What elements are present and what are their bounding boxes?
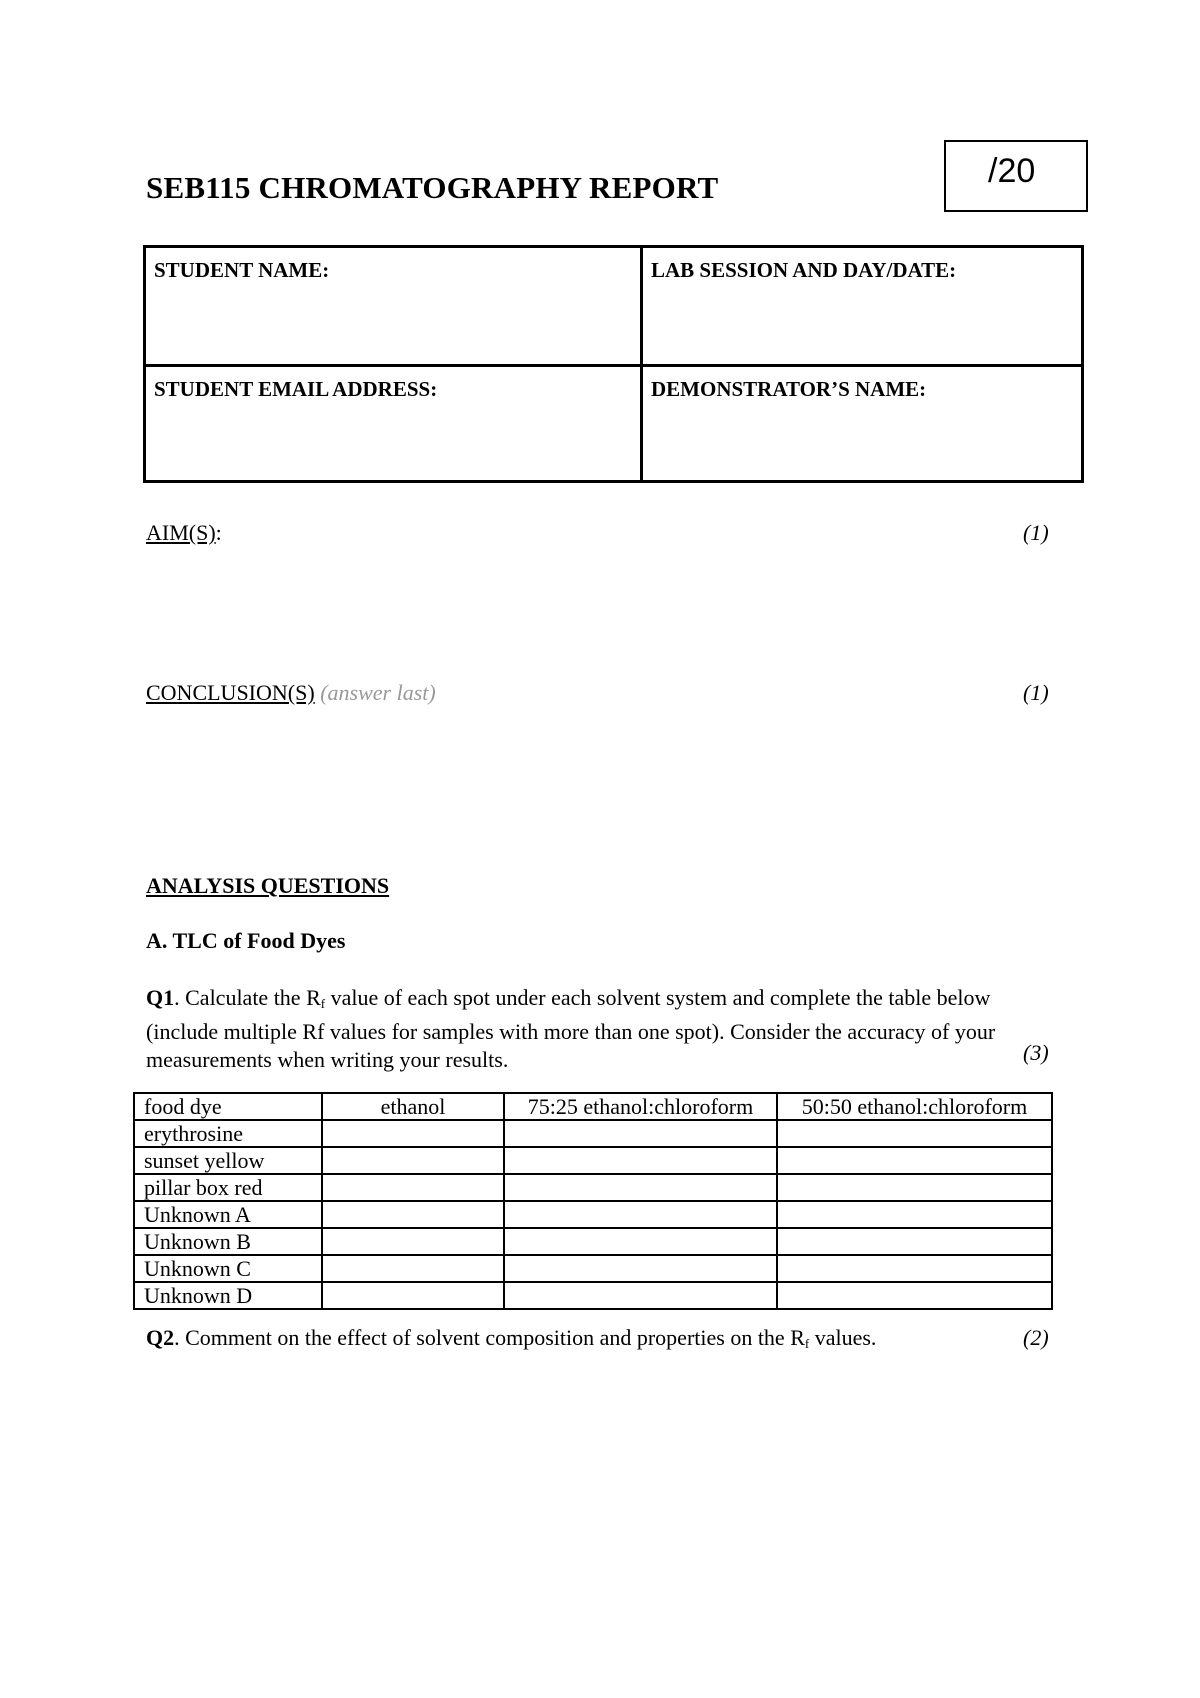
input-cell[interactable]	[777, 1282, 1052, 1309]
analysis-heading: ANALYSIS QUESTIONS	[146, 873, 390, 898]
row-label: Unknown B	[134, 1228, 322, 1255]
input-cell[interactable]	[322, 1201, 504, 1228]
q1-text-before: . Calculate the R	[174, 985, 321, 1010]
header-50-50: 50:50 ethanol:chloroform	[777, 1093, 1052, 1120]
table-row	[134, 1255, 1052, 1282]
table-header-row	[134, 1093, 1052, 1120]
total-score: /20	[988, 152, 1036, 190]
question-2	[146, 1325, 876, 1352]
conclusion-mark: (1)	[1023, 680, 1049, 705]
input-cell[interactable]	[777, 1201, 1052, 1228]
input-cell[interactable]	[504, 1120, 777, 1147]
row-label: Unknown C	[134, 1255, 322, 1282]
lab-session-field[interactable]	[643, 248, 1081, 364]
student-email-field[interactable]	[146, 367, 640, 480]
input-cell[interactable]	[322, 1174, 504, 1201]
aim-colon: :	[215, 520, 222, 545]
table-row	[134, 1147, 1052, 1174]
header-75-25: 75:25 ethanol:chloroform	[504, 1093, 777, 1120]
q2-text-before: . Comment on the effect of solvent composition and properties on the R	[174, 1325, 805, 1350]
section-a-heading: A. TLC of Food Dyes	[146, 928, 346, 953]
input-cell[interactable]	[322, 1282, 504, 1309]
aim-mark: (1)	[1023, 520, 1049, 545]
student-name-field[interactable]	[146, 248, 640, 364]
input-cell[interactable]	[777, 1174, 1052, 1201]
q1-number: Q1	[146, 985, 175, 1010]
student-email-label: STUDENT EMAIL ADDRESS:	[154, 377, 438, 401]
student-name-label: STUDENT NAME:	[154, 258, 330, 282]
conclusion-heading	[146, 680, 436, 706]
row-label: Unknown A	[134, 1201, 322, 1228]
demonstrator-label: DEMONSTRATOR’S NAME:	[651, 377, 927, 401]
table-row	[134, 1120, 1052, 1147]
input-cell[interactable]	[777, 1228, 1052, 1255]
rf-results-table	[133, 1092, 1053, 1310]
input-cell[interactable]	[322, 1120, 504, 1147]
row-label: Unknown D	[134, 1282, 322, 1309]
input-cell[interactable]	[777, 1255, 1052, 1282]
input-cell[interactable]	[322, 1228, 504, 1255]
q2-subscript: f	[804, 1336, 810, 1351]
input-cell[interactable]	[504, 1201, 777, 1228]
conclusion-note: (answer last)	[320, 680, 436, 705]
q2-text-after: values.	[809, 1325, 877, 1350]
conclusion-label: CONCLUSION(S)	[146, 680, 315, 705]
table-row	[134, 1228, 1052, 1255]
input-cell[interactable]	[504, 1147, 777, 1174]
lab-session-label: LAB SESSION AND DAY/DATE:	[651, 258, 957, 282]
table-row	[134, 1174, 1052, 1201]
input-cell[interactable]	[777, 1147, 1052, 1174]
input-cell[interactable]	[504, 1174, 777, 1201]
table-row	[134, 1201, 1052, 1228]
student-info-grid	[143, 245, 1084, 483]
q2-number: Q2	[146, 1325, 175, 1350]
input-cell[interactable]	[504, 1282, 777, 1309]
row-label: sunset yellow	[134, 1147, 322, 1174]
input-cell[interactable]	[504, 1228, 777, 1255]
input-cell[interactable]	[504, 1255, 777, 1282]
row-label: pillar box red	[134, 1174, 322, 1201]
q2-mark: (2)	[1023, 1325, 1049, 1350]
input-cell[interactable]	[322, 1255, 504, 1282]
input-cell[interactable]	[777, 1120, 1052, 1147]
q1-text-after: value of each spot under each solvent system and complete the table below (include multiple Rf values for samples with more than one spot). Consider the accuracy of your measurements when writing your results.	[146, 985, 996, 1072]
score-box	[944, 140, 1088, 212]
table-row	[134, 1282, 1052, 1309]
page-title: SEB115 CHROMATOGRAPHY REPORT	[146, 170, 719, 205]
q1-subscript: f	[320, 996, 326, 1011]
header-food-dye: food dye	[134, 1093, 322, 1120]
demonstrator-field[interactable]	[643, 367, 1081, 480]
aim-heading	[146, 520, 222, 546]
row-label: erythrosine	[134, 1120, 322, 1147]
question-1	[146, 984, 1026, 1074]
header-ethanol: ethanol	[322, 1093, 504, 1120]
q1-mark: (3)	[1023, 1040, 1049, 1065]
input-cell[interactable]	[322, 1147, 504, 1174]
aim-label: AIM(S)	[146, 520, 216, 545]
